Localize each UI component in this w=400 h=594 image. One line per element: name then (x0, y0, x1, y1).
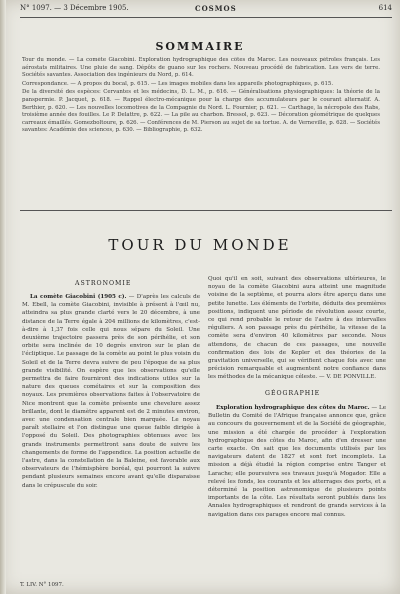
rubric-astronomie: ASTRONOMIE (75, 280, 132, 287)
left-column (22, 293, 200, 579)
sommaire-paragraph: Tour du monde. — La comète Giacobini. Exploration hydrographique des côtes du Maroc. Les nouveaux pétroles français. Les aérostats militaires. Une pluie de sang. Dépôts de guano sur les rochers. Nouveau procédé de fabrication. Les vers de terre. Sociétés savantes. Association des ingénieurs du Nord, p. 614. (22, 57, 380, 79)
sommaire-paragraph: De la diversité des espèces: Cervantes et les médecins, D. L. M., p. 616. — Généralisations physiographiques: la théorie de la panspermie. P. Jacquet, p. 618. — Rappel électro-mécanique pour la charge des accumulateurs par le courant alternatif. A. Berthier, p. 620. — Les nouvelles locomotives de la Compagnie du Nord. L. Fournier, p. 621. — Carthage, la nécropole des Rabs, troisième année des fouilles. Le P. Delattre, p. 622. — La pile au charbon. Bressol, p. 623. — Décoration géométrique de quelques carreaux émaillés. Gomezboltoure, p. 626. — Conférences de M. Pierson au sujet de sa tortue. A. de Verneville, p. 628. — Sociétés savantes: Académie des sciences, p. 630. — Bibliographie, p. 632. (22, 89, 380, 134)
page-footer: T. LIV. N° 1097. (20, 582, 64, 588)
section-title: TOUR DU MONDE (108, 236, 292, 254)
article1-text: — D'après les calculs de M. Ebell, la comète Giacobini, invisible à présent à l'œil nu, atteindra sa plus grande clarté vers le 20 décembre, à une distance de la Terre égale à 204 millions de kilomètres, c'est-à-dire à 1,37 fois celle qui nous sépare du Soleil. Une deuxième trajectoire passera près de son périhélie, et son orbite sera inclinée de 10 degrés environ sur le plan de l'écliptique. Le passage de la comète au point le plus voisin du Soleil et de la Terre devra suivre de peu l'époque de sa plus grande visibilité. On espère que les observations qu'elle permettra de faire fourniront des indications utiles sur la nature des queues cométaires et sur la composition des noyaux. Les premières observations faites à l'observatoire de Nice montrent que la comète présente une chevelure assez brillante, dont le diamètre apparent est de 2 minutes environ, avec une condensation centrale bien marquée. Le noyau paraît stellaire et l'on distingue une queue faible dirigée à l'opposé du Soleil. Des photographies obtenues avec les grands instruments permettront sans doute de suivre les changements de forme de l'appendice. La position actuelle de l'astre, dans la constellation de la Baleine, est favorable aux observateurs de l'hémisphère boréal, qui pourront la suivre pendant plusieurs semaines encore avant qu'elle disparaisse dans le crépuscule du soir. (22, 294, 200, 489)
section-rule (20, 210, 392, 211)
journal-name: COSMOS (195, 4, 237, 13)
sommaire-title: SOMMAIRE (155, 40, 245, 53)
article1-title: La comète Giacobini (1905 c). (30, 294, 127, 300)
running-header (20, 4, 392, 16)
rubric-geographie: GÉOGRAPHIE (265, 390, 321, 397)
issue-number: N° 1097. — 3 Décembre 1905. (20, 4, 129, 12)
page-edge-wear (0, 0, 6, 594)
right-column-continuation: Quoi qu'il en soit, suivant des observations ultérieures, le noyau de la comète Giacobini aura atteint une magnitude voisine de la septième, et pourra alors être aperçu dans une petite lunette. Les éléments de l'orbite, déduits des premières positions, indiquent une période de révolution assez courte, ce qui rend probable le retour de l'astre à des intervalles réguliers. A son passage près du périhélie, la vitesse de la comète sera d'environ 40 kilomètres par seconde. Nous attendons, de chacun de ces passages, une nouvelle confirmation des lois de Kepler et des théories de la gravitation universelle, qui se vérifient chaque fois avec une précision remarquable et augmentent notre confiance dans les méthodes de la mécanique céleste. — V. DE PONVILLE. (208, 276, 386, 381)
sommaire-paragraph: Correspondance. — A propos du bocal, p. 615. — Les images mobiles dans les appareils photographiques, p. 615. (22, 80, 334, 87)
right-column-article2 (208, 404, 386, 579)
article2-text: — Le Bulletin du Comité de l'Afrique française annonce que, grâce au concours du gouvernement et de la Société de géographie, une mission a été chargée de procéder à l'exploration hydrographique des côtes du Maroc, afin d'en dresser une carte exacte. On sait que les documents utilisés par les navigateurs datent de 1827 et sont fort incomplets. La mission a déjà étudié la région comprise entre Tanger et Larache; elle poursuivra ses travaux jusqu'à Mogador. Elle a relevé les fonds, les courants et les atterrages des ports, et a déterminé la position astronomique de plusieurs points importants de la côte. Les résultats seront publiés dans les Annales hydrographiques et rendront de grands services à la navigation dans ces parages encore mal connus. (208, 405, 386, 518)
sommaire-text (22, 57, 380, 205)
article2-title: Exploration hydrographique des côtes du Maroc. (216, 405, 370, 411)
page-number: 614 (378, 4, 392, 12)
header-rule (20, 17, 392, 18)
